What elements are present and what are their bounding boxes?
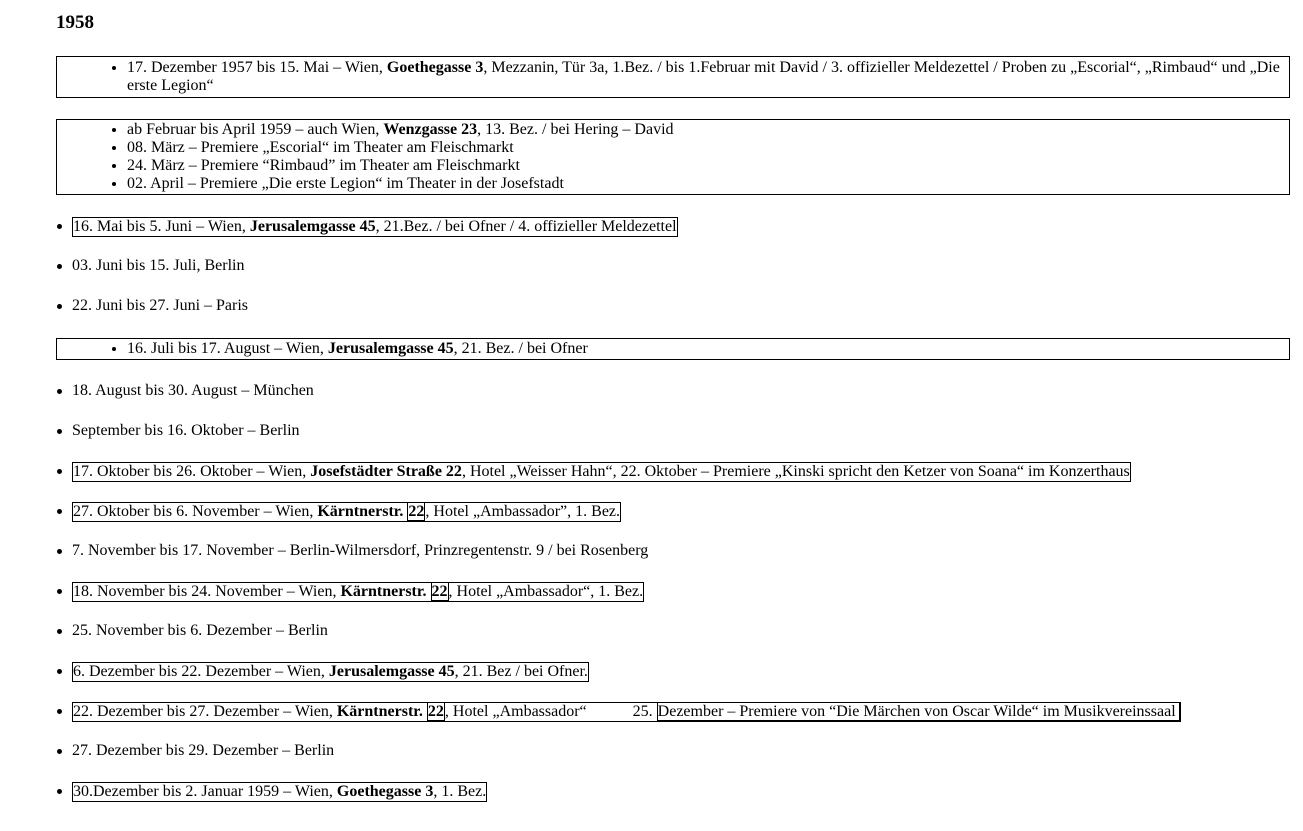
entry-text: , 13. Bez. / bei Hering – David xyxy=(477,121,674,138)
premiere-list xyxy=(57,121,1289,193)
highlight-box xyxy=(72,702,1181,722)
entry-text: 18. November bis 24. November – Wien, xyxy=(73,583,341,600)
list-item: 22. Juni bis 27. Juni – Paris xyxy=(72,297,249,314)
entry-text: 22. Dezember bis 27. Dezember – Wien, xyxy=(73,703,337,720)
house-number: 22 xyxy=(427,703,444,720)
list-item: September bis 16. Oktober – Berlin xyxy=(72,422,300,439)
address-text: Kärntnerstr. xyxy=(340,583,431,600)
entry-text: , Hotel „Ambassador“ xyxy=(444,703,587,720)
highlight-box xyxy=(72,217,678,237)
entry-text: , 21.Bez. / bei Ofner / 4. offizieller Meldezettel xyxy=(375,218,677,235)
list-item xyxy=(72,217,678,237)
address-text: Josefstädter Straße 22 xyxy=(310,463,462,480)
entry-text: , Hotel „Ambassador”, 1. Bez. xyxy=(425,503,621,520)
entry-text: , Hotel „Weisser Hahn“, 22. Oktober – Premiere „Kinski spricht den Ketzer von Soana“ im Konzerthaus xyxy=(461,463,1130,480)
entry-text: , Mezzanin, Tür 3a, 1.Bez. / bis 1.Februar mit David / 3. offizieller Meldezettel / Proben zu „Escorial“, „Rimbaud“ und „Die erste Legion“ xyxy=(127,59,1280,94)
address-text: Kärntnerstr. xyxy=(336,703,427,720)
list-item xyxy=(127,121,1289,139)
list-item: • 24. März – Premiere “Rimbaud” im Theater am Fleischmarkt xyxy=(127,157,1289,175)
list-item xyxy=(72,782,487,802)
entry-text: 25. xyxy=(632,703,653,720)
highlight-box xyxy=(72,782,487,802)
address-text: Wenzgasse 23 xyxy=(383,121,478,138)
address-text: Jerusalemgasse 45 xyxy=(249,218,376,235)
entry-text: 17. Dezember 1957 bis 15. Mai – Wien, xyxy=(127,59,387,76)
list-item xyxy=(72,662,589,682)
entry-text: 27. Oktober bis 6. November – Wien, xyxy=(73,503,318,520)
address-text: Goethegasse 3 xyxy=(386,59,484,76)
entry-text: ab Februar bis April 1959 – auch Wien, xyxy=(127,121,384,138)
list-item xyxy=(72,702,1181,722)
residence-box-goethegasse xyxy=(56,56,1290,98)
premiere-text: Dezember – Premiere von “Die Märchen von Oscar Wilde“ im Musikvereinssaal xyxy=(657,702,1180,721)
page-title: 1958 xyxy=(56,12,94,33)
highlight-box xyxy=(72,662,589,682)
list-item: 27. Dezember bis 29. Dezember – Berlin xyxy=(72,742,335,759)
residence-list xyxy=(57,340,1289,358)
entry-text: 16. Juli bis 17. August – Wien, xyxy=(127,340,328,357)
highlight-box xyxy=(72,582,644,602)
address-text: Jerusalemgasse 45 xyxy=(328,663,455,680)
entry-text: 6. Dezember bis 22. Dezember – Wien, xyxy=(73,663,329,680)
entry-text: 30.Dezember bis 2. Januar 1959 – Wien, xyxy=(73,783,337,800)
address-text: Kärntnerstr. xyxy=(317,503,408,520)
entry-text: , Hotel „Ambassador“, 1. Bez. xyxy=(448,583,644,600)
list-item: 7. November bis 17. November – Berlin-Wilmersdorf, Prinzregentenstr. 9 / bei Rosenberg xyxy=(72,542,649,559)
list-item xyxy=(72,502,621,522)
house-number: 22 xyxy=(408,503,425,520)
residence-box-wenzgasse xyxy=(56,119,1290,195)
entry-text: , 21. Bez. / bei Ofner xyxy=(453,340,588,357)
list-item xyxy=(127,340,1289,358)
list-item xyxy=(72,462,1131,482)
highlight-box xyxy=(72,502,621,522)
entry-text: 16. Mai bis 5. Juni – Wien, xyxy=(73,218,250,235)
list-item: 25. November bis 6. Dezember – Berlin xyxy=(72,622,328,639)
residence-box-jerusalemgasse xyxy=(56,338,1290,360)
entry-text: , 21. Bez / bei Ofner. xyxy=(454,663,588,680)
residence-list xyxy=(57,59,1289,95)
address-text: Goethegasse 3 xyxy=(336,783,434,800)
list-item: • 08. März – Premiere „Escorial“ im Theater am Fleischmarkt xyxy=(127,139,1289,157)
entry-text: 17. Oktober bis 26. Oktober – Wien, xyxy=(73,463,311,480)
list-item xyxy=(127,59,1289,95)
entry-text: , 1. Bez. xyxy=(433,783,487,800)
list-item: • 02. April – Premiere „Die erste Legion“ im Theater in der Josefstadt xyxy=(127,175,1289,193)
house-number: 22 xyxy=(431,583,448,600)
highlight-box xyxy=(72,462,1131,482)
list-item xyxy=(72,582,644,602)
list-item: 18. August bis 30. August – München xyxy=(72,382,314,399)
address-text: Jerusalemgasse 45 xyxy=(327,340,454,357)
list-item: 03. Juni bis 15. Juli, Berlin xyxy=(72,257,245,274)
